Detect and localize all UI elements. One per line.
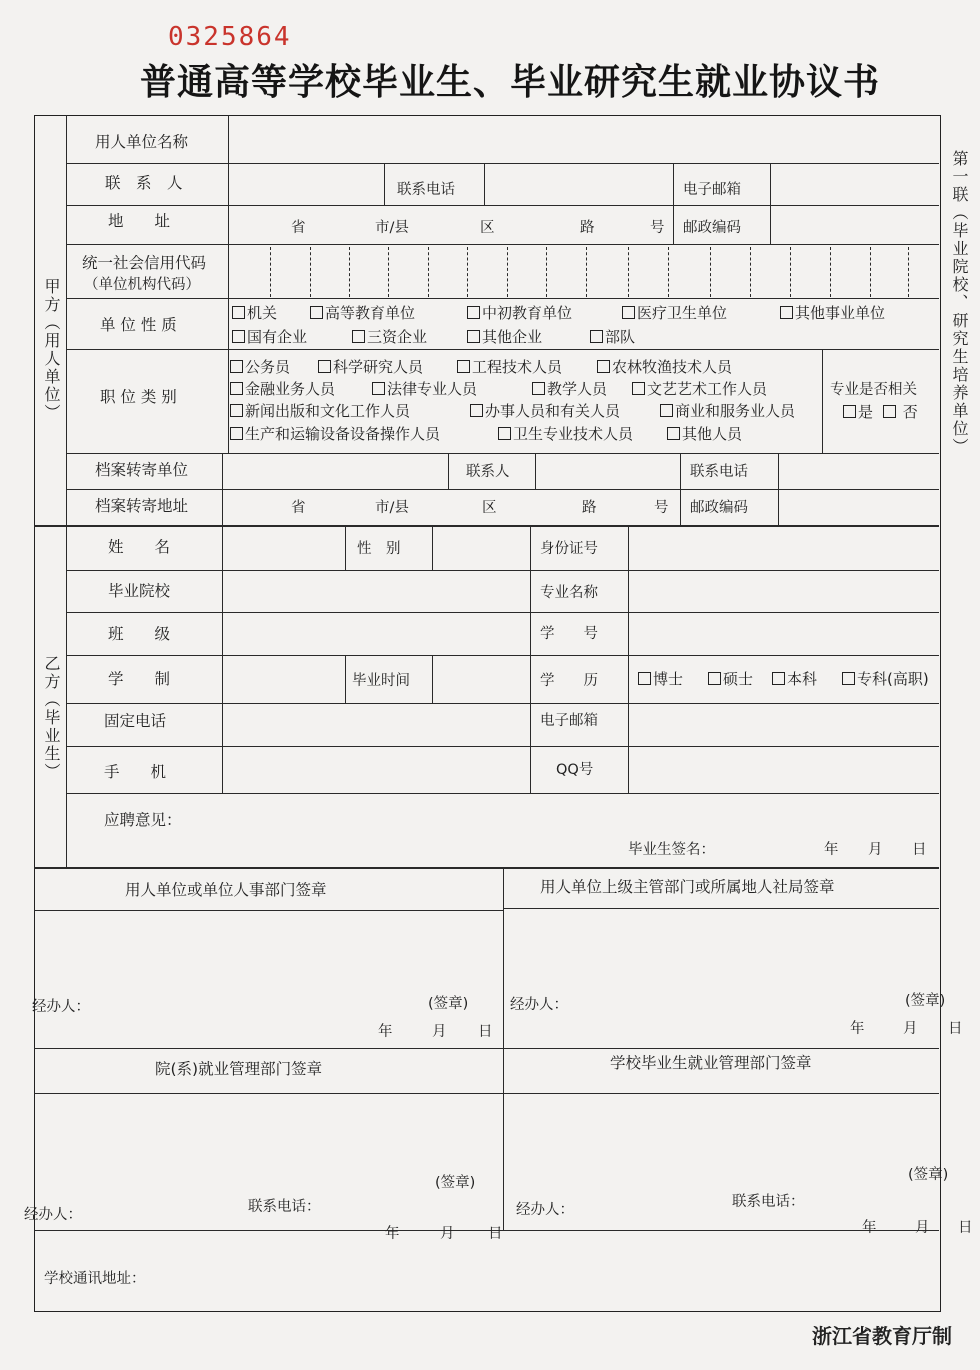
grad-mobile-label: 手 机 — [104, 763, 167, 781]
seal-superior: 用人单位上级主管部门或所属地人社局签章 — [540, 878, 835, 896]
position-option[interactable]: 科学研究人员 — [318, 360, 423, 375]
archive-addr-road: 路 — [582, 500, 597, 516]
grad-sign-year: 年 — [824, 842, 839, 858]
position-option[interactable]: 生产和运输设备设备操作人员 — [230, 427, 440, 442]
grad-class-label: 班 级 — [108, 625, 171, 643]
grad-sign-day: 日 — [912, 842, 927, 858]
degree-option[interactable]: 专科(高职) — [842, 672, 929, 687]
degree-option[interactable]: 本科 — [772, 672, 817, 687]
date-year: 年 — [862, 1220, 877, 1236]
employer-phone-label: 联系电话 — [397, 182, 455, 198]
major-related-label: 专业是否相关 — [830, 382, 917, 398]
copy-label: 第一联（毕业院校、研究生培养单位） — [950, 150, 969, 456]
degree-option[interactable]: 硕士 — [708, 672, 753, 687]
grad-opinion-label: 应聘意见： — [104, 811, 182, 829]
nature-option[interactable]: 其他事业单位 — [780, 306, 885, 321]
phone-label: 联系电话： — [248, 1199, 321, 1215]
date-year: 年 — [850, 1021, 865, 1037]
position-option[interactable]: 金融业务人员 — [230, 382, 335, 397]
position-option[interactable]: 新闻出版和文化工作人员 — [230, 404, 410, 419]
date-day: 日 — [478, 1024, 493, 1040]
date-month: 月 — [440, 1226, 455, 1242]
grad-name-label: 姓 名 — [108, 538, 171, 556]
archive-phone-label: 联系电话 — [690, 464, 748, 480]
grad-signature-label: 毕业生签名： — [628, 842, 715, 858]
serial-number: 0325864 — [168, 22, 292, 52]
grad-major-label: 专业名称 — [540, 585, 598, 601]
party-b-label: 乙方（毕业生） — [42, 655, 61, 781]
grad-school-label: 毕业院校 — [108, 582, 171, 600]
employer-postcode-label: 邮政编码 — [683, 220, 741, 236]
grad-sign-month: 月 — [868, 842, 883, 858]
grad-gender-label: 性 别 — [357, 541, 401, 557]
party-a-label: 甲方（用人单位） — [42, 278, 61, 422]
date-day: 日 — [948, 1021, 963, 1037]
position-option[interactable]: 文艺艺术工作人员 — [632, 382, 767, 397]
date-year: 年 — [378, 1024, 393, 1040]
nature-option[interactable]: 其他企业 — [467, 330, 542, 345]
archive-addr-district: 区 — [482, 500, 497, 516]
date-month: 月 — [432, 1024, 447, 1040]
position-option[interactable]: 教学人员 — [532, 382, 607, 397]
major-related-no[interactable]: 否 — [883, 405, 918, 420]
grad-id-label: 身份证号 — [540, 541, 598, 557]
addr-province: 省 — [291, 220, 306, 236]
seal-mark: (签章) — [908, 1167, 949, 1183]
archive-postcode-label: 邮政编码 — [690, 500, 748, 516]
nature-option[interactable]: 高等教育单位 — [310, 306, 415, 321]
archive-unit-label: 档案转寄单位 — [95, 461, 189, 479]
grad-degree-label: 学 历 — [540, 673, 598, 689]
seal-dept: 院(系)就业管理部门签章 — [155, 1060, 323, 1078]
handler-label: 经办人： — [24, 1207, 82, 1223]
nature-option[interactable]: 医疗卫生单位 — [622, 306, 727, 321]
nature-label: 单 位 性 质 — [100, 316, 177, 334]
addr-city: 市/县 — [375, 220, 409, 236]
archive-address-label: 档案转寄地址 — [95, 497, 189, 515]
employer-email-label: 电子邮箱 — [683, 182, 741, 198]
agreement-form — [34, 115, 941, 1312]
addr-district: 区 — [480, 220, 495, 236]
credit-code-label-1: 统一社会信用代码 — [82, 254, 207, 272]
grad-student-no-label: 学 号 — [540, 626, 598, 642]
position-option[interactable]: 公务员 — [230, 360, 290, 375]
seal-mark: (签章) — [435, 1175, 476, 1191]
grad-qq-label: QQ号 — [556, 762, 594, 778]
grad-email-label: 电子邮箱 — [540, 713, 598, 729]
position-label: 职 位 类 别 — [100, 388, 177, 406]
date-day: 日 — [488, 1226, 503, 1242]
position-option[interactable]: 其他人员 — [667, 427, 742, 442]
position-option[interactable]: 卫生专业技术人员 — [498, 427, 633, 442]
seal-mark: (签章) — [428, 996, 469, 1012]
grad-landline-label: 固定电话 — [104, 712, 167, 730]
seal-mark: (签章) — [905, 993, 946, 1009]
date-month: 月 — [903, 1021, 918, 1037]
school-address-label: 学校通讯地址： — [44, 1271, 146, 1287]
archive-addr-no: 号 — [654, 500, 669, 516]
nature-option[interactable]: 部队 — [590, 330, 635, 345]
phone-label: 联系电话： — [732, 1194, 805, 1210]
nature-option[interactable]: 机关 — [232, 306, 277, 321]
date-month: 月 — [915, 1220, 930, 1236]
employer-address-label: 地 址 — [108, 212, 171, 230]
position-option[interactable]: 农林牧渔技术人员 — [597, 360, 732, 375]
credit-code-label-2: （单位机构代码） — [84, 277, 200, 293]
grad-duration-label: 学 制 — [108, 670, 171, 688]
degree-option[interactable]: 博士 — [638, 672, 683, 687]
position-option[interactable]: 工程技术人员 — [457, 360, 562, 375]
page-title: 普通高等学校毕业生、毕业研究生就业协议书 — [140, 61, 881, 103]
major-related-yes[interactable]: 是 — [843, 405, 873, 420]
handler-label: 经办人： — [510, 997, 568, 1013]
position-option[interactable]: 商业和服务业人员 — [660, 404, 795, 419]
grad-time-label: 毕业时间 — [352, 673, 410, 689]
position-option[interactable]: 办事人员和有关人员 — [470, 404, 620, 419]
employer-name-label: 用人单位名称 — [95, 133, 189, 151]
issuer: 浙江省教育厅制 — [812, 1324, 952, 1348]
archive-addr-province: 省 — [291, 500, 306, 516]
handler-label: 经办人： — [32, 999, 90, 1015]
nature-option[interactable]: 国有企业 — [232, 330, 307, 345]
date-year: 年 — [385, 1226, 400, 1242]
handler-label: 经办人： — [516, 1202, 574, 1218]
archive-contact-label: 联系人 — [466, 464, 510, 480]
addr-no: 号 — [650, 220, 665, 236]
nature-option[interactable]: 中初教育单位 — [467, 306, 572, 321]
seal-employer-hr: 用人单位或单位人事部门签章 — [125, 881, 327, 899]
date-day: 日 — [958, 1220, 973, 1236]
position-option[interactable]: 法律专业人员 — [372, 382, 477, 397]
addr-road: 路 — [580, 220, 595, 236]
nature-option[interactable]: 三资企业 — [352, 330, 427, 345]
employer-contact-label: 联 系 人 — [105, 174, 183, 192]
seal-school: 学校毕业生就业管理部门签章 — [610, 1054, 812, 1072]
archive-addr-city: 市/县 — [375, 500, 409, 516]
